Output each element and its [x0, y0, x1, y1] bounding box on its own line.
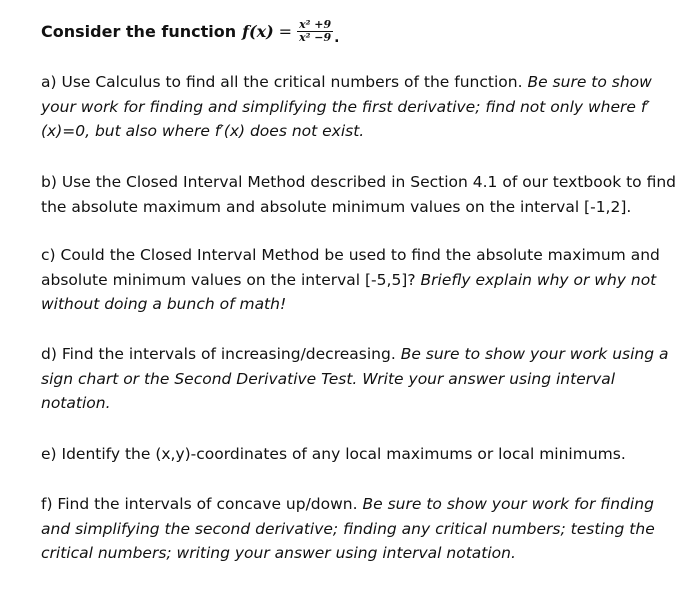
question-f-instructions: Be sure to show your work for finding and simplifying the second derivative; finding any critical numbers; testing the critical numbers; writing your answer using interval notation.: [41, 495, 655, 562]
function-fraction: [297, 19, 333, 44]
question-f-text: f) Find the intervals of concave up/down.: [41, 495, 358, 513]
question-c-instructions: Briefly explain why or why not without doing a bunch of math!: [41, 270, 657, 313]
function-name: f(x): [242, 21, 274, 41]
fraction-denominator: x² −9: [299, 30, 332, 44]
question-a-instructions: Be sure to show your work for finding and simplifying the first derivative; find not only where f′(x)=0, but also where f′(x) does not exist.: [41, 73, 652, 140]
statement-prefix: Consider the function: [41, 21, 237, 41]
question-d-instructions: Be sure to show your work using a sign chart or the Second Derivative Test. Write your answer using interval notation.: [41, 345, 669, 412]
problem-statement: [41, 10, 339, 52]
question-b: [41, 170, 681, 219]
question-d-text: d) Find the intervals of increasing/decreasing.: [41, 345, 396, 363]
equals-sign: =: [278, 21, 293, 41]
statement-period: .: [334, 30, 340, 46]
question-d: [41, 342, 681, 416]
question-f: [41, 492, 681, 566]
question-a: [41, 70, 681, 144]
question-c: [41, 243, 681, 317]
fraction-numerator: x² +9: [299, 17, 332, 31]
question-c-text: c) Could the Closed Interval Method be used to find the absolute maximum and absolute minimum values on the interval [-5,5]?: [41, 246, 660, 289]
question-e: [41, 442, 681, 467]
question-e-text: e) Identify the (x,y)-coordinates of any local maximums or local minimums.: [41, 445, 626, 463]
question-b-text: b) Use the Closed Interval Method described in Section 4.1 of our textbook to find the absolute maximum and absolute minimum values on the interval [-1,2].: [41, 173, 677, 216]
question-a-text: a) Use Calculus to find all the critical numbers of the function.: [41, 73, 523, 91]
